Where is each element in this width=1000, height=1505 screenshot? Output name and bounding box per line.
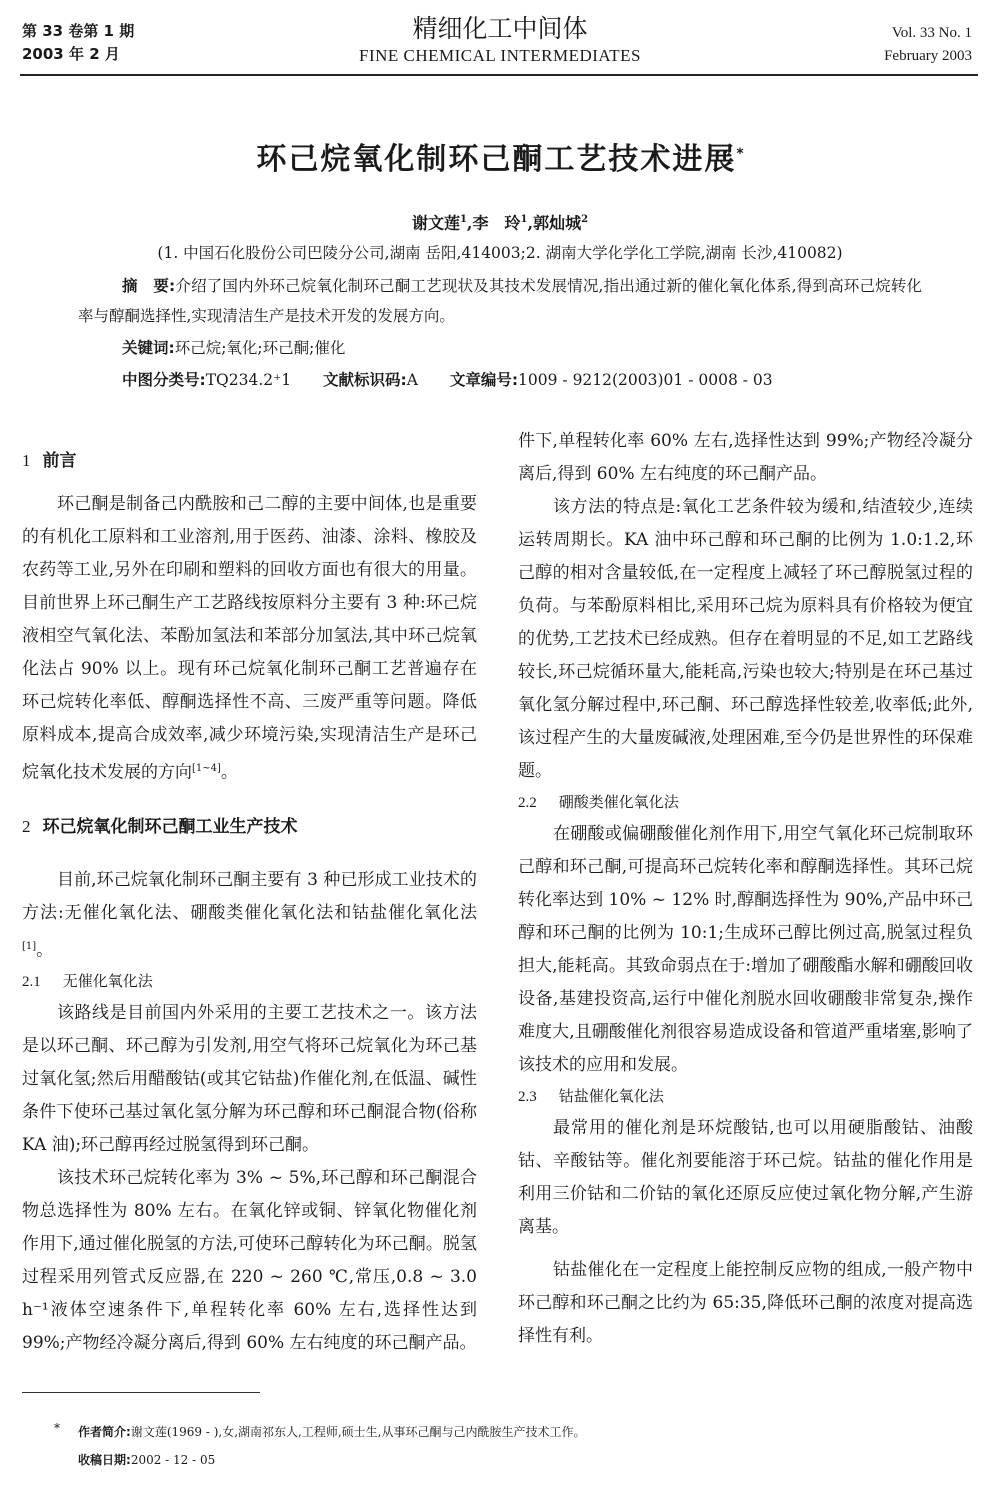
paragraph	[22, 864, 477, 968]
abstract-label: 摘 要:	[122, 277, 176, 295]
author-affiliation-mark: 1	[520, 214, 528, 225]
header-rule	[20, 74, 978, 76]
subsection-heading	[22, 967, 477, 997]
paragraph: 钴盐催化在一定程度上能控制反应物的组成,一般产物中环己醇和环己酮之比约为 65:35,降低环己酮的浓度对提高选择性有利。	[518, 1260, 973, 1346]
author-name: 郭灿城	[533, 213, 582, 233]
subsection-title: 无催化氧化法	[62, 972, 153, 991]
citation: [1]	[22, 940, 37, 952]
author-bio-text: 谢文莲(1969 - ),女,湖南祁东人,工程师,硕士生,从事环己酮与己内酰胺生产技术工作。	[130, 1425, 586, 1439]
running-header-left	[22, 20, 134, 66]
section-number: 1	[22, 451, 31, 470]
subsection-title: 硼酸类催化氧化法	[558, 793, 679, 811]
article-number-value: 1009 - 9212(2003)01 - 0008 - 03	[518, 371, 773, 389]
article-title-text: 环己烷氧化制环己酮工艺技术进展	[256, 142, 737, 177]
abstract	[78, 271, 922, 331]
section-heading	[22, 444, 477, 478]
paragraph-continued: 件下,单程转化率 60% 左右,选择性达到 99%;产物经冷凝分离后,得到 60% 左右纯度的环己酮产品。	[518, 431, 973, 484]
journal-title-block	[300, 14, 700, 68]
date-cn: 2003 年 2 月	[22, 45, 120, 63]
paragraph: 该技术环己烷转化率为 3% ~ 5%,环己醇和环己酮混合物总选择性为 80% 左右。在氧化锌或铜、锌氧化物催化剂作用下,通过催化脱氢的方法,可使环己醇转化为环己酮。脱氢过程采用列管式反应器,在 220 ~ 260 ℃,常压,0.8 ~ 3.0 h⁻¹液体空速条件下,单程转化率 60% 左右,选择性达到 99%;产物经冷凝分离后,得到 60% 左右纯度的环己酮产品。	[22, 1168, 477, 1354]
body-column-right	[518, 425, 973, 1353]
keywords-text: 环己烷;氧化;环己酮;催化	[174, 339, 346, 357]
subsection-number: 2.3	[518, 1089, 537, 1105]
subsection-heading	[518, 788, 973, 818]
subsection-heading	[518, 1082, 973, 1112]
journal-title-en: FINE CHEMICAL INTERMEDIATES	[358, 46, 642, 65]
clc-value: TQ234.2⁺1	[205, 371, 292, 389]
paragraph-end: 。	[36, 940, 54, 961]
section-title: 环己烷氧化制环己酮工业生产技术	[42, 816, 298, 837]
date-en: February 2003	[884, 48, 972, 64]
footnote-marker: *	[54, 1421, 60, 1435]
paragraph: 在硼酸或偏硼酸催化剂作用下,用空气氧化环己烷制取环己醇和环己酮,可提高环己烷转化率和醇酮选择性。其环己烷转化率达到 10% ~ 12% 时,醇酮选择性为 90%,产品中环己醇和环己酮的比例为 10:1;生成环己醇比例过高,脱氢过程负担大,能耗高。其致命弱点在于:增加了硼酸酯水解和硼酸回收设备,基建投资高,运行中催化剂脱水回收硼酸非常复杂,操作难度大,且硼酸催化剂很容易造成设备和管道严重堵塞,影响了该技术的应用和发展。	[518, 824, 973, 1075]
paragraph: 该方法的特点是:氧化工艺条件较为缓和,结渣较少,连续运转周期长。KA 油中环己醇和环己酮的比例为 1.0:1.2,环己醇的相对含量较低,在一定程度上减轻了环己醇脱氢过程的负荷。与苯酚原料相比,采用环己烷为原料具有价格较为便宜的优势,工艺技术已经成熟。但存在着明显的不足,如工艺路线较长,环己烷循环量大,能耗高,污染也较大;特别是在环己基过氧化氢分解过程中,环己酮、环己醇选择性较差,收率低;此外,该过程产生的大量废碱液,处理困难,至今仍是世界性的环保难题。	[518, 497, 973, 781]
running-header-right	[884, 22, 972, 68]
article-title	[0, 136, 1000, 178]
subsection-number: 2.2	[518, 795, 537, 811]
paragraph-text: 目前,环己烷氧化制环己酮主要有 3 种已形成工业技术的方法:无催化氧化法、硼酸类催化氧化法和钴盐催化氧化法	[22, 869, 477, 923]
author-affiliation-mark: 1	[459, 214, 467, 225]
paragraph	[22, 488, 477, 790]
subsection-title: 钴盐催化氧化法	[558, 1087, 664, 1105]
author-name: 李 玲	[472, 213, 521, 233]
footnote-rule	[22, 1392, 260, 1393]
subsection-number: 2.1	[22, 974, 41, 991]
section-title: 前言	[42, 451, 77, 471]
title-footnote-mark: *	[736, 146, 744, 162]
received-date-label: 收稿日期:	[78, 1453, 131, 1467]
keywords-label: 关键词:	[122, 339, 175, 357]
citation: [1~4]	[192, 763, 221, 774]
author-list: 谢文莲$^1$,李 玲$^1$,郭灿城$^2$	[411, 213, 589, 233]
body-column-left	[22, 444, 477, 1505]
author-bio-label: 作者简介:	[78, 1425, 131, 1439]
affiliations: (1. 中国石化股份公司巴陵分公司,湖南 岳阳,414003;2. 湖南大学化学化工学院,湖南 长沙,410082)	[157, 244, 843, 262]
doc-code-value: A	[406, 371, 418, 389]
author-affiliation-mark: 2	[581, 214, 589, 225]
abstract-text: 介绍了国内外环己烷氧化制环己酮工艺现状及其技术发展情况,指出通过新的催化氧化体系,得到高环己烷转化率与醇酮选择性,实现清洁生产是技术开发的发展方向。	[78, 277, 922, 325]
article-number-label: 文章编号:	[449, 371, 519, 389]
section-heading	[22, 810, 477, 844]
section-number: 2	[22, 816, 31, 836]
journal-title-cn: 精细化工中间体	[412, 14, 588, 43]
paragraph-text: 环己酮是制备己内酰胺和己二醇的主要中间体,也是重要的有机化工原料和工业溶剂,用于医药、油漆、涂料、橡胶及农药等工业,另外在印刷和塑料的回收方面也有很大的用量。目前世界上环己酮生产工艺路线按原料分主要有 3 种:环己烷液相空气氧化法、苯酚加氢法和苯部分加氢法,其中环己烷氧化法占 90% 以上。现有环己烷氧化制环己酮工艺普遍存在环己烷转化率低、醇酮选择性不高、三废严重等问题。降低原料成本,提高合成效率,减少环境污染,实现清洁生产是环己烷氧化技术发展的方向	[22, 494, 477, 783]
author-name: 谢文莲	[411, 213, 460, 233]
received-date-text: 2002 - 12 - 05	[130, 1453, 216, 1467]
volume-issue-en: Vol. 33 No. 1	[891, 25, 972, 41]
paragraph: 最常用的催化剂是环烷酸钴,也可以用硬脂酸钴、油酸钴、辛酸钴等。催化剂要能溶于环己烷。钴盐的催化作用是利用三价钴和二价钴的氧化还原反应使过氧化物分解,产生游离基。	[518, 1118, 973, 1237]
paragraph: 该路线是目前国内外采用的主要工艺技术之一。该方法是以环己酮、环己醇为引发剂,用空气将环己烷氧化为环己基过氧化氢;然后用醋酸钴(或其它钴盐)作催化剂,在低温、碱性条件下使环己基过氧化氢分解为环己醇和环己酮混合物(俗称 KA 油);环己醇再经过脱氢得到环己酮。	[22, 1003, 477, 1156]
paragraph-end: 。	[220, 762, 238, 783]
keywords-line	[122, 334, 345, 362]
received-date-footnote	[78, 1450, 215, 1470]
author-bio-footnote	[78, 1422, 585, 1442]
classification-line	[122, 366, 773, 394]
doc-code-label: 文献标识码:	[323, 371, 407, 389]
volume-issue-cn: 第 33 卷第 1 期	[22, 22, 135, 40]
clc-label: 中图分类号:	[122, 371, 206, 389]
